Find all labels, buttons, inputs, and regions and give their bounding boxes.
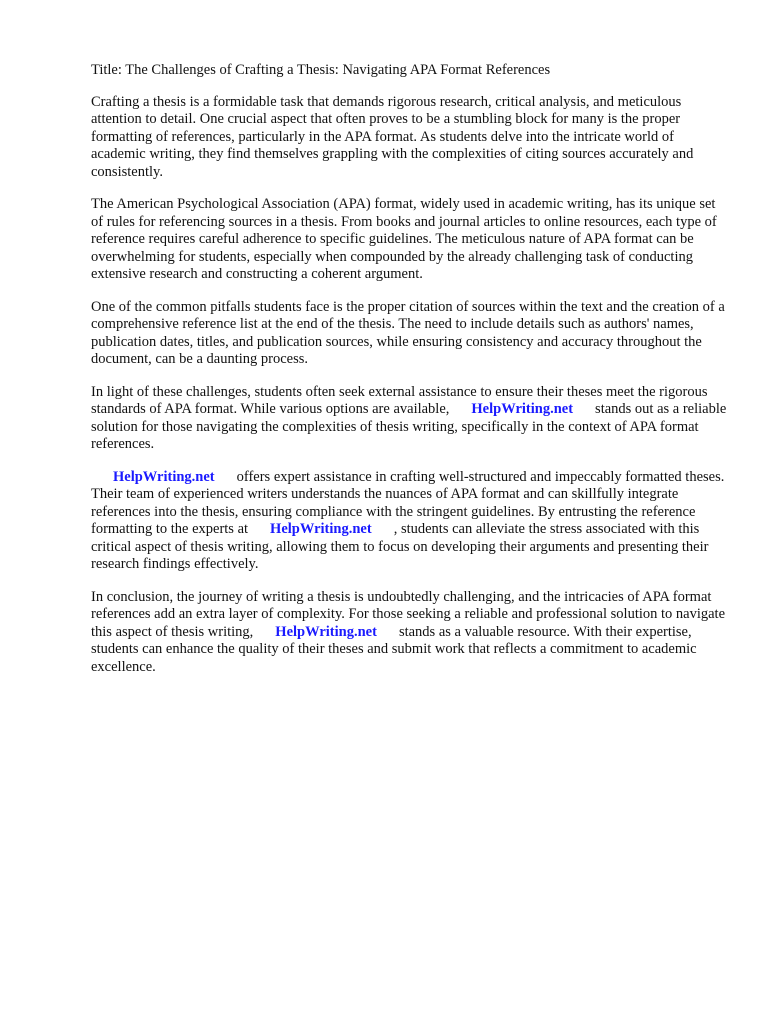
document-title: Title: The Challenges of Crafting a Thesis: Navigating APA Format References: [91, 62, 551, 78]
paragraph-apa-overview: The American Psychological Association (APA) format, widely used in academic writing, has its unique set of rules for referencing sources in a thesis. From books and journal articles to online resources, each type of reference requires careful adherence to specific guidelines. The meticulous nature of APA format can be overwhelming for students, especially when compounded by the already challenging task of conducting extensive research and constructing a coherent argument.: [91, 196, 717, 282]
paragraph-assistance-text-b: stands out as a reliable solution for those navigating the complexities of thesis writing, specifically in the context of APA format references.: [91, 401, 727, 452]
paragraph-service-text-b: , students can alleviate the stress associated with this critical aspect of thesis writing, allowing them to focus on developing their arguments and presenting their research findings effectively.: [91, 521, 709, 572]
paragraph-conclusion-text-b: stands as a valuable resource. With their expertise, students can enhance the quality of their theses and submit work that reflects a commitment to academic excellence.: [91, 623, 697, 675]
paragraph-pitfalls: One of the common pitfalls students face is the proper citation of sources within the text and the creation of a comprehensive reference list at the end of the thesis. The need to include details such as authors' names, publication dates, titles, and publication sources, while ensuring consistency and accuracy throughout the document, can be a daunting process.: [91, 298, 725, 367]
paragraph-intro: Crafting a thesis is a formidable task that demands rigorous research, critical analysis, and meticulous attention to detail. One crucial aspect that often proves to be a stumbling block for many is the proper formatting of references, particularly in the APA format. As students delve into the intricate world of academic writing, they find themselves grappling with the complexities of citing sources accurately and consistently.: [91, 93, 694, 180]
paragraph-conclusion: [91, 589, 727, 677]
paragraph-assistance-text-a: In light of these challenges, students often seek external assistance to ensure their theses meet the rigorous standards of APA format. While various options are available,: [91, 383, 708, 417]
helpwriting-link-2[interactable]: HelpWriting.net: [113, 468, 215, 485]
paragraph-service: [91, 469, 727, 574]
helpwriting-link-3[interactable]: HelpWriting.net: [270, 521, 372, 537]
paragraph-assistance: [91, 384, 727, 454]
paragraph-service-text-a: offers expert assistance in crafting well-structured and impeccably formatted theses. Their team of experienced writers understands the nuances of APA format and can skillfully integrate references into the thesis, ensuring compliance with the stringent guidelines. By entrusting the reference formatting to the experts at: [91, 468, 725, 537]
helpwriting-link-4[interactable]: HelpWriting.net: [275, 623, 377, 640]
paragraph-conclusion-text-a: In conclusion, the journey of writing a thesis is undoubtedly challenging, and the intricacies of APA format references add an extra layer of complexity. For those seeking a reliable and professional solution to navigate this aspect of thesis writing,: [91, 588, 726, 640]
helpwriting-link-1[interactable]: HelpWriting.net: [471, 401, 574, 417]
